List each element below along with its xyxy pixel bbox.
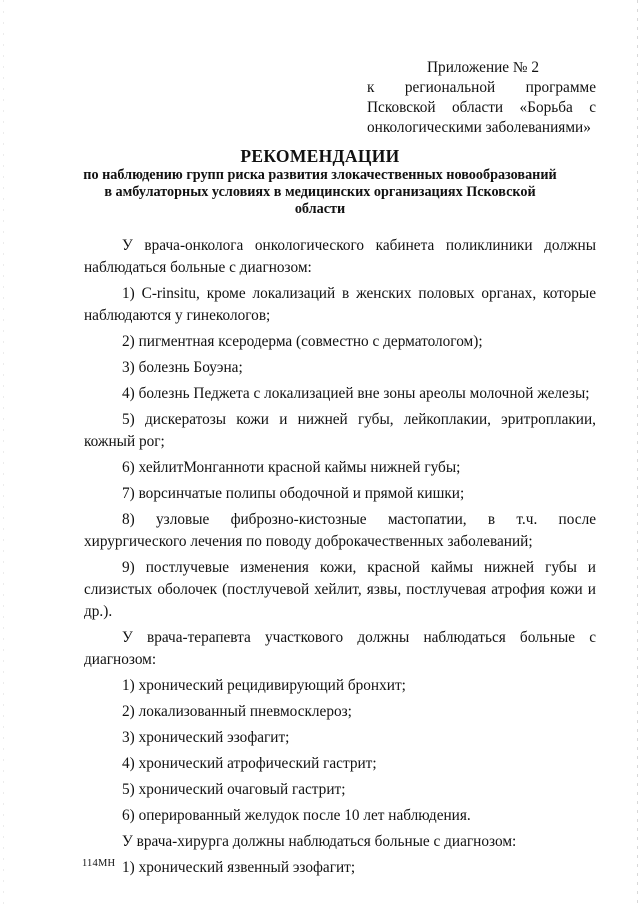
document-title: [83, 145, 557, 218]
appendix-header: [367, 58, 596, 138]
scan-edge-left: [3, 0, 4, 905]
title-subheading: по наблюдению групп риска развития злокачественных новообразований в амбулаторных условиях в медицинских организациях Псковской области: [83, 167, 557, 217]
list-item: 5) хронический очаговый гастрит;: [122, 781, 346, 798]
list-item: 2) локализованный пневмосклероз;: [122, 703, 352, 720]
footer-document-code: 114МН: [82, 858, 116, 869]
list-item: 4) болезнь Педжета с локализацией вне зоны ареолы молочной железы;: [122, 385, 590, 402]
paragraph-therapist-intro: У врача-терапевта участкового должны наблюдаться больные с диагнозом:: [84, 629, 596, 668]
list-item: 6) хейлитМонганноти красной каймы нижней губы;: [122, 459, 461, 476]
list-item: 3) болезнь Боуэна;: [122, 359, 243, 376]
list-item: 4) хронический атрофический гастрит;: [122, 755, 377, 772]
list-item: 2) пигментная ксеродерма (совместно с дерматологом);: [122, 333, 483, 350]
list-item: 9) постлучевые изменения кожи, красной каймы нижней губы и слизистых оболочек (постлучевой хейлит, язвы, постлучевая атрофия кожи и др.).: [84, 559, 596, 620]
list-item: 7) ворсинчатые полипы ободочной и прямой кишки;: [122, 485, 465, 502]
scan-edge-right: [637, 0, 638, 905]
list-item: 6) оперированный желудок после 10 лет наблюдения.: [122, 807, 471, 824]
document-body: [84, 235, 596, 883]
list-item: 5) дискератозы кожи и нижней губы, лейкоплакии, эритроплакии, кожный рог;: [84, 411, 596, 450]
list-item: 1) хронический язвенный эзофагит;: [122, 859, 356, 876]
paragraph-oncologist-intro: У врача-онколога онкологического кабинета поликлиники должны наблюдаться больные с диагнозом:: [84, 237, 596, 276]
list-item: 8) узловые фиброзно-кистозные мастопатии, в т.ч. после хирургического лечения по поводу доброкачественных заболеваний;: [84, 511, 596, 550]
paragraph-surgeon-intro: У врача-хирурга должны наблюдаться больные с диагнозом:: [122, 833, 517, 850]
list-item: 1) C-rinsitu, кроме локализаций в женских половых органах, которые наблюдаются у гинекологов;: [84, 285, 596, 324]
appendix-number: Приложение № 2: [427, 59, 539, 76]
appendix-reference: к региональной программе Псковской области «Борьба с онкологическими заболеваниями»: [367, 79, 596, 136]
list-item: 3) хронический эзофагит;: [122, 729, 290, 746]
title-heading: РЕКОМЕНДАЦИИ: [240, 146, 400, 166]
list-item: 1) хронический рецидивирующий бронхит;: [122, 677, 406, 694]
